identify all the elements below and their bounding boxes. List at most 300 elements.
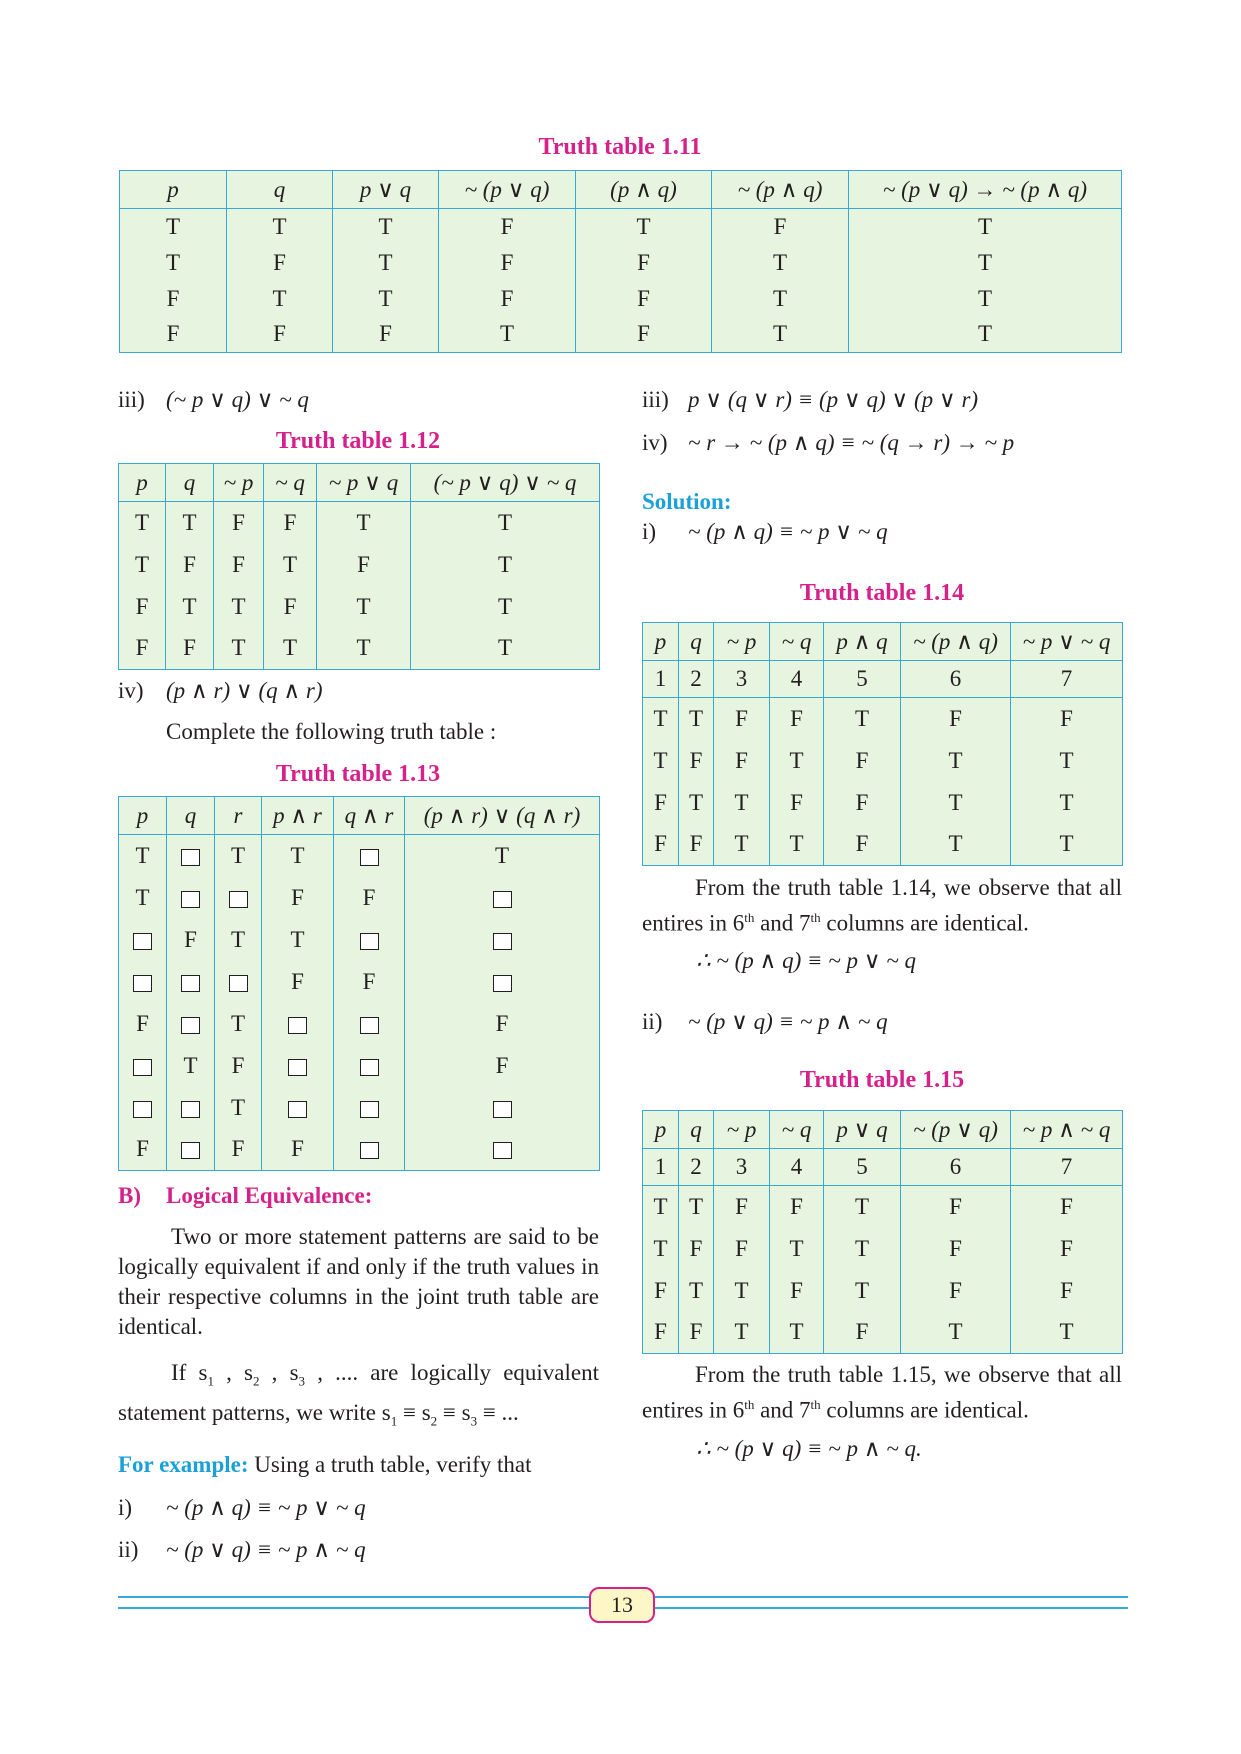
header-cell: r: [215, 797, 262, 835]
table-cell: T: [679, 782, 714, 824]
subscript: 1: [207, 1373, 214, 1389]
table-cell: T: [264, 628, 317, 670]
table-cell: [119, 1087, 167, 1129]
header-cell: ~ p ∧ ~ q: [1011, 1111, 1123, 1149]
table-cell: T: [411, 544, 600, 586]
column-number-cell: 7: [1011, 661, 1123, 698]
table-cell: T: [849, 209, 1122, 245]
truth-table-1-14: [642, 622, 1123, 866]
blank-box[interactable]: [493, 975, 512, 992]
table-cell: F: [679, 1312, 714, 1354]
header-cell: (p ∧ r) ∨ (q ∧ r): [405, 797, 600, 835]
item-iv-left: [118, 677, 323, 705]
table-row: [643, 824, 1123, 866]
table-cell: T: [643, 698, 679, 740]
item-expression: ~ (p ∧ q) ≡ ~ p ∨ ~ q: [688, 519, 888, 544]
table-cell: T: [439, 317, 576, 353]
table-cell: F: [334, 877, 405, 919]
table-caption-1-14: Truth table 1.14: [799, 580, 965, 606]
table-cell: F: [262, 1129, 334, 1171]
table-row: [119, 961, 600, 1003]
table-cell: T: [1011, 1312, 1123, 1354]
truth-table-1-13: [118, 796, 600, 1171]
table-cell: F: [901, 1270, 1011, 1312]
table-row: [643, 740, 1123, 782]
table-cell: T: [411, 628, 600, 670]
header-cell: ~ q: [264, 464, 317, 502]
table-cell: T: [770, 824, 824, 866]
notation-paragraph: [118, 1357, 599, 1436]
header-cell: p: [643, 1111, 679, 1149]
table-cell: [334, 835, 405, 877]
item-expression: p ∨ (q ∨ r) ≡ (p ∨ q) ∨ (p ∨ r): [688, 387, 979, 412]
table-cell: F: [262, 877, 334, 919]
table-row: [120, 317, 1122, 353]
blank-box[interactable]: [360, 1142, 379, 1159]
column-number-row: [643, 1149, 1123, 1186]
blank-box[interactable]: [360, 933, 379, 950]
table-cell: T: [119, 877, 167, 919]
table-cell: [167, 1129, 215, 1171]
table-row: [120, 209, 1122, 245]
table-row: [119, 502, 600, 544]
text: and 7: [754, 910, 811, 936]
table-cell: [405, 961, 600, 1003]
superscript: th: [810, 1397, 821, 1412]
table-cell: F: [439, 209, 576, 245]
table-cell: T: [227, 281, 333, 317]
section-title: Logical Equivalence:: [166, 1183, 373, 1208]
header-cell: ~ (p ∨ q) → ~ (p ∧ q): [849, 171, 1122, 209]
table-row: [643, 1312, 1123, 1354]
text: ≡ s: [397, 1399, 431, 1425]
header-cell: p ∨ q: [824, 1111, 901, 1149]
table-cell: F: [166, 628, 214, 670]
subscript: 1: [390, 1413, 398, 1429]
header-cell: q: [227, 171, 333, 209]
table-cell: T: [824, 698, 901, 740]
subscript: 3: [298, 1373, 306, 1389]
table-cell: F: [119, 628, 166, 670]
column-number-cell: 4: [770, 1149, 824, 1186]
table-cell: F: [119, 1003, 167, 1045]
table-cell: [119, 919, 167, 961]
table-cell: T: [679, 1186, 714, 1228]
table-cell: T: [643, 1186, 679, 1228]
table-cell: [119, 961, 167, 1003]
header-cell: p ∧ r: [262, 797, 334, 835]
table-cell: T: [215, 835, 262, 877]
blank-box[interactable]: [288, 1017, 307, 1034]
table-cell: F: [770, 1186, 824, 1228]
table-caption-1-11: Truth table 1.11: [538, 134, 702, 160]
table-cell: F: [119, 586, 166, 628]
superscript: th: [744, 1397, 755, 1412]
column-number-cell: 5: [824, 1149, 901, 1186]
example-item-ii: [118, 1536, 366, 1564]
table-cell: F: [262, 961, 334, 1003]
table-cell: [334, 1003, 405, 1045]
blank-box[interactable]: [360, 1101, 379, 1118]
table-cell: F: [264, 586, 317, 628]
table-cell: T: [770, 740, 824, 782]
header-cell: ~ (p ∨ q): [901, 1111, 1011, 1149]
example-text: Using a truth table, verify that: [248, 1452, 532, 1477]
header-cell: ~ q: [770, 1111, 824, 1149]
text: , .... are logically equivalent statement patterns, we write s: [118, 1360, 599, 1425]
table-cell: F: [679, 740, 714, 782]
item-expression: ~ (p ∧ q) ≡ ~ p ∨ ~ q: [166, 1495, 366, 1520]
text: , s: [259, 1360, 299, 1385]
table-cell: F: [1011, 698, 1123, 740]
table-cell: T: [333, 245, 439, 281]
table-cell: T: [576, 209, 712, 245]
header-cell: ~ p: [714, 1111, 770, 1149]
item-iii-right: [642, 386, 979, 414]
section-label: B): [118, 1183, 141, 1208]
table-cell: T: [643, 740, 679, 782]
item-iv-right: [642, 429, 1015, 457]
table-cell: T: [215, 1003, 262, 1045]
truth-table-1-15: [642, 1110, 1123, 1354]
table-cell: F: [714, 1186, 770, 1228]
example-line: [118, 1451, 531, 1479]
table-row: [643, 1228, 1123, 1270]
table-cell: T: [1011, 824, 1123, 866]
table-cell: T: [119, 544, 166, 586]
header-cell: ~ (p ∨ q): [439, 171, 576, 209]
header-row: [119, 797, 600, 835]
header-cell: q: [166, 464, 214, 502]
subscript: 2: [253, 1373, 260, 1389]
item-expression: ~ r → ~ (p ∧ q) ≡ ~ (q → r) → ~ p: [688, 430, 1015, 455]
table-cell: T: [824, 1186, 901, 1228]
header-cell: p: [119, 797, 167, 835]
table-cell: F: [901, 1228, 1011, 1270]
table-cell: [405, 1087, 600, 1129]
table-cell: [167, 877, 215, 919]
subscript: 3: [470, 1413, 478, 1429]
table-cell: T: [1011, 740, 1123, 782]
superscript: th: [810, 910, 821, 925]
table-row: [119, 835, 600, 877]
column-number-cell: 2: [679, 661, 714, 698]
conclusion-1: ∴ ~ (p ∧ q) ≡ ~ p ∨ ~ q: [696, 948, 916, 973]
blank-box[interactable]: [181, 849, 200, 866]
table-row: [119, 877, 600, 919]
table-row: [643, 698, 1123, 740]
table-cell: [405, 919, 600, 961]
table-cell: F: [643, 782, 679, 824]
solution-item-i: [642, 518, 888, 546]
table-cell: T: [214, 586, 264, 628]
subscript: 2: [430, 1413, 438, 1429]
table-cell: T: [901, 1312, 1011, 1354]
table-cell: T: [214, 628, 264, 670]
item-label: ii): [642, 1009, 663, 1034]
table-cell: T: [215, 1087, 262, 1129]
text: ≡ s: [437, 1399, 471, 1425]
text: columns are identical.: [820, 1397, 1029, 1423]
page-number: 13: [589, 1587, 655, 1623]
table-cell: F: [167, 919, 215, 961]
blank-box[interactable]: [493, 1101, 512, 1118]
header-row: [643, 623, 1123, 661]
table-cell: T: [411, 586, 600, 628]
table-cell: T: [166, 502, 214, 544]
table-cell: F: [405, 1003, 600, 1045]
table-cell: F: [770, 698, 824, 740]
table-cell: T: [849, 245, 1122, 281]
table-cell: F: [770, 782, 824, 824]
table-cell: F: [712, 209, 849, 245]
table-cell: F: [317, 544, 411, 586]
table-cell: T: [901, 740, 1011, 782]
item-iii-left: [118, 386, 309, 414]
table-cell: T: [317, 628, 411, 670]
table-cell: T: [849, 281, 1122, 317]
table-cell: F: [714, 1228, 770, 1270]
solution-item-ii: [642, 1008, 888, 1036]
table-caption-1-15: Truth table 1.15: [799, 1067, 965, 1093]
column-number-cell: 1: [643, 661, 679, 698]
table-cell: T: [849, 317, 1122, 353]
header-cell: ~ p ∨ q: [317, 464, 411, 502]
table-cell: T: [712, 317, 849, 353]
table-cell: F: [679, 1228, 714, 1270]
table-row: [119, 586, 600, 628]
header-row: [119, 464, 600, 502]
column-number-cell: 2: [679, 1149, 714, 1186]
table-cell: T: [262, 835, 334, 877]
table-cell: T: [317, 502, 411, 544]
column-number-cell: 4: [770, 661, 824, 698]
text: columns are identical.: [820, 910, 1029, 936]
blank-box[interactable]: [181, 975, 200, 992]
table-cell: F: [214, 544, 264, 586]
header-row: [643, 1111, 1123, 1149]
table-cell: F: [334, 961, 405, 1003]
table-cell: F: [643, 1270, 679, 1312]
column-number-cell: 3: [714, 1149, 770, 1186]
table-cell: F: [333, 317, 439, 353]
table-row: [119, 544, 600, 586]
table-cell: T: [643, 1228, 679, 1270]
table-row: [643, 1270, 1123, 1312]
table-cell: [262, 1087, 334, 1129]
table-cell: [167, 835, 215, 877]
table-cell: F: [824, 1312, 901, 1354]
table-cell: F: [576, 245, 712, 281]
table-row: [120, 281, 1122, 317]
blank-box[interactable]: [181, 1101, 200, 1118]
table-cell: F: [215, 1045, 262, 1087]
table-cell: F: [679, 824, 714, 866]
table-cell: T: [901, 782, 1011, 824]
header-cell: p: [643, 623, 679, 661]
table-cell: T: [120, 245, 227, 281]
table-cell: T: [1011, 782, 1123, 824]
complete-instruction: Complete the following truth table :: [166, 719, 497, 744]
item-label: i): [118, 1495, 133, 1520]
item-label: ii): [118, 1537, 139, 1562]
item-label: iii): [118, 387, 145, 412]
table-caption-1-13: Truth table 1.13: [275, 761, 441, 787]
table-cell: T: [262, 919, 334, 961]
table-cell: T: [714, 824, 770, 866]
table-cell: F: [439, 281, 576, 317]
item-label: iii): [642, 387, 669, 412]
table-cell: T: [679, 1270, 714, 1312]
table-cell: F: [214, 502, 264, 544]
table-cell: F: [215, 1129, 262, 1171]
table-cell: F: [1011, 1186, 1123, 1228]
superscript: th: [744, 910, 755, 925]
blank-box[interactable]: [360, 1059, 379, 1076]
blank-box[interactable]: [288, 1101, 307, 1118]
table-cell: T: [901, 824, 1011, 866]
table-cell: F: [824, 824, 901, 866]
table-row: [119, 919, 600, 961]
table-cell: [215, 877, 262, 919]
table-row: [119, 1129, 600, 1171]
table-cell: T: [317, 586, 411, 628]
column-number-cell: 6: [901, 1149, 1011, 1186]
blank-box[interactable]: [360, 849, 379, 866]
table-cell: F: [227, 317, 333, 353]
table-cell: T: [770, 1228, 824, 1270]
table-cell: [334, 1129, 405, 1171]
table-cell: F: [1011, 1270, 1123, 1312]
blank-box[interactable]: [229, 891, 248, 908]
header-cell: p ∧ q: [824, 623, 901, 661]
item-expression: ~ (p ∨ q) ≡ ~ p ∧ ~ q: [166, 1537, 366, 1562]
header-cell: ~ (p ∧ q): [712, 171, 849, 209]
blank-box[interactable]: [181, 1142, 200, 1159]
table-cell: F: [1011, 1228, 1123, 1270]
table-cell: T: [712, 281, 849, 317]
table-cell: [405, 1129, 600, 1171]
table-row: [119, 1087, 600, 1129]
blank-box[interactable]: [493, 1142, 512, 1159]
column-number-row: [643, 661, 1123, 698]
table-cell: F: [120, 281, 227, 317]
blank-box[interactable]: [133, 1101, 152, 1118]
header-cell: p ∨ q: [333, 171, 439, 209]
table-cell: T: [120, 209, 227, 245]
item-expression: (p ∧ r) ∨ (q ∧ r): [166, 678, 323, 703]
text: From the truth table 1.14, we observe that all entires in 6: [642, 875, 1122, 936]
table-cell: T: [264, 544, 317, 586]
column-number-cell: 5: [824, 661, 901, 698]
section-heading: [118, 1182, 373, 1210]
table-cell: F: [576, 317, 712, 353]
solution-heading: Solution:: [642, 489, 732, 514]
truth-table-1-12: [118, 463, 600, 670]
table-cell: [167, 1003, 215, 1045]
table-cell: [334, 1045, 405, 1087]
observation-paragraph-2: [642, 1360, 1122, 1426]
header-row: [120, 171, 1122, 209]
table-row: [119, 1045, 600, 1087]
blank-box[interactable]: [133, 1059, 152, 1076]
text: From the truth table 1.15, we observe that all entires in 6: [642, 1362, 1122, 1423]
header-cell: q: [679, 623, 714, 661]
column-number-cell: 3: [714, 661, 770, 698]
blank-box[interactable]: [360, 1017, 379, 1034]
table-cell: T: [714, 1270, 770, 1312]
blank-box[interactable]: [229, 975, 248, 992]
blank-box[interactable]: [133, 975, 152, 992]
table-cell: F: [824, 782, 901, 824]
table-cell: T: [227, 209, 333, 245]
table-cell: [167, 1087, 215, 1129]
blank-box[interactable]: [133, 933, 152, 950]
text: , s: [213, 1360, 253, 1385]
table-cell: F: [166, 544, 214, 586]
item-label: i): [642, 519, 657, 544]
table-cell: T: [167, 1045, 215, 1087]
table-row: [643, 1186, 1123, 1228]
table-cell: [405, 877, 600, 919]
table-caption-1-12: Truth table 1.12: [275, 428, 441, 454]
table-cell: T: [215, 919, 262, 961]
truth-table-1-11: [119, 170, 1122, 353]
header-cell: (~ p ∨ q) ∨ ~ q: [411, 464, 600, 502]
example-item-i: [118, 1494, 366, 1522]
blank-box[interactable]: [288, 1059, 307, 1076]
observation-paragraph-1: [642, 873, 1122, 939]
table-cell: [167, 961, 215, 1003]
table-cell: [262, 1045, 334, 1087]
table-cell: T: [679, 698, 714, 740]
blank-box[interactable]: [181, 891, 200, 908]
conclusion-2: ∴ ~ (p ∨ q) ≡ ~ p ∧ ~ q.: [696, 1436, 922, 1461]
table-cell: [119, 1045, 167, 1087]
column-number-cell: 7: [1011, 1149, 1123, 1186]
text: If s: [171, 1360, 208, 1385]
header-cell: p: [120, 171, 227, 209]
table-cell: T: [770, 1312, 824, 1354]
table-cell: F: [901, 698, 1011, 740]
table-cell: T: [166, 586, 214, 628]
table-row: [120, 245, 1122, 281]
table-cell: F: [227, 245, 333, 281]
column-number-cell: 1: [643, 1149, 679, 1186]
blank-box[interactable]: [181, 1017, 200, 1034]
text: ≡ ...: [477, 1399, 519, 1425]
table-cell: F: [901, 1186, 1011, 1228]
table-cell: F: [264, 502, 317, 544]
table-cell: T: [333, 281, 439, 317]
header-cell: q: [167, 797, 215, 835]
definition-paragraph: Two or more statement patterns are said to be logically equivalent if and only if the truth values in their respective columns in the joint truth table are identical.: [118, 1224, 599, 1339]
table-cell: T: [411, 502, 600, 544]
text: and 7: [754, 1397, 811, 1423]
item-label: iv): [642, 430, 668, 455]
table-row: [643, 782, 1123, 824]
item-expression: (~ p ∨ q) ∨ ~ q: [166, 387, 309, 412]
table-cell: T: [824, 1270, 901, 1312]
table-cell: F: [714, 698, 770, 740]
blank-box[interactable]: [493, 933, 512, 950]
item-label: iv): [118, 678, 144, 703]
table-cell: T: [714, 782, 770, 824]
table-cell: F: [824, 740, 901, 782]
table-cell: F: [643, 824, 679, 866]
table-cell: F: [643, 1312, 679, 1354]
blank-box[interactable]: [493, 891, 512, 908]
